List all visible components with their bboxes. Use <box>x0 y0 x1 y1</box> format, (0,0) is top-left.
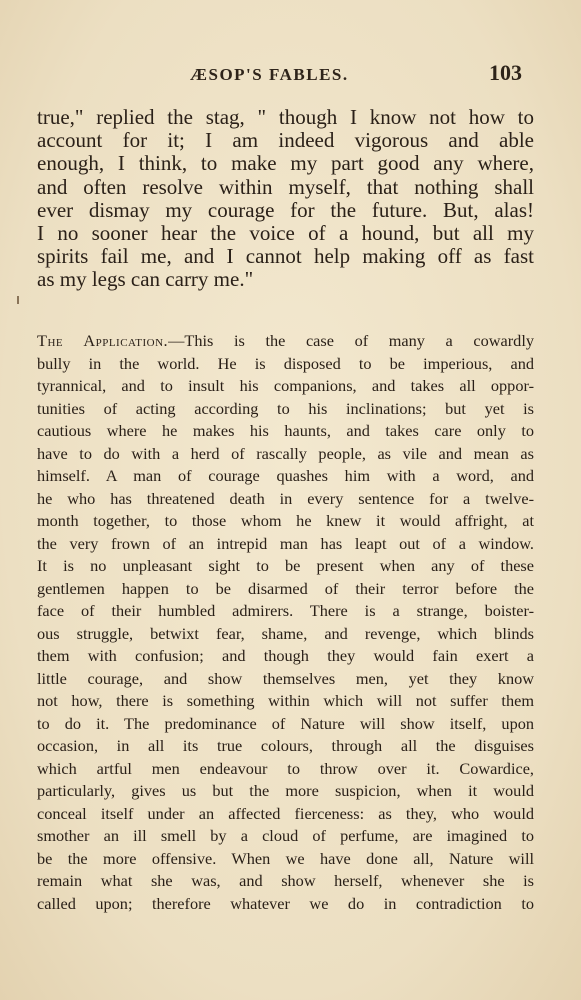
application-line: which artful men endeavour to throw over it. Cowardice, <box>37 758 534 778</box>
fable-line: true," replied the stag, " though I know not how to <box>37 105 534 129</box>
application-first-line: —This is the case of many a cowardly <box>168 331 534 350</box>
application-line: tunities of acting according to his inclinations; but yet is <box>37 398 534 418</box>
fable-line: ever dismay my courage for the future. But, alas! <box>37 197 534 222</box>
application-line: tyrannical, and to insult his companions, and takes all oppor- <box>37 376 534 395</box>
running-head: ÆSOP'S FABLES. <box>190 65 349 84</box>
application-line: the very frown of an intrepid man has leapt out of a window. <box>37 533 534 553</box>
application-paragraph <box>37 330 534 915</box>
application-line: face of their humbled admirers. There is a strange, boister- <box>37 601 534 620</box>
application-line: he who has threatened death in every sentence for a twelve- <box>37 488 534 508</box>
application-line: little courage, and show themselves men, yet they know <box>37 668 534 688</box>
application-line: to do it. The predominance of Nature will show itself, upon <box>37 713 534 733</box>
page-header <box>0 60 581 90</box>
fable-line: account for it; I am indeed vigorous and able <box>37 128 534 153</box>
application-line: conceal itself under an affected fierceness: as they, who would <box>37 803 534 823</box>
fable-line: I no sooner hear the voice of a hound, but all my <box>37 221 534 246</box>
fable-line: enough, I think, to make my part good any where, <box>37 151 534 176</box>
application-line: particularly, gives us but the more suspicion, when it would <box>37 781 534 800</box>
application-line: cautious where he makes his haunts, and takes care only to <box>37 421 534 440</box>
application-line: bully in the world. He is disposed to be imperious, and <box>37 353 534 373</box>
application-heading: The Application. <box>37 331 169 350</box>
application-line: ous struggle, betwixt fear, shame, and revenge, which blinds <box>37 623 534 643</box>
fable-line: spirits fail me, and I cannot help making off as fast <box>37 244 534 269</box>
application-line <box>37 330 534 353</box>
application-line: have to do with a herd of rascally people, as vile and mean as <box>37 443 534 463</box>
application-line: be the more offensive. When we have done all, Nature will <box>37 848 534 868</box>
application-line: not how, there is something within which will not suffer them <box>37 691 534 710</box>
application-line: gentlemen happen to be disarmed of their terror before the <box>37 578 534 598</box>
fable-line: as my legs can carry me." <box>37 267 254 292</box>
application-line: It is no unpleasant sight to be present when any of these <box>37 556 534 575</box>
application-line: smother an ill smell by a cloud of perfume, are imagined to <box>37 826 534 845</box>
page-number: 103 <box>489 60 522 85</box>
application-line: occasion, in all its true colours, through all the disguises <box>37 736 534 755</box>
application-line: himself. A man of courage quashes him with a word, and <box>37 466 534 485</box>
fable-conclusion <box>37 106 534 292</box>
application-line: remain what she was, and show herself, whenever she is <box>37 871 534 890</box>
fable-line: and often resolve within myself, that nothing shall <box>37 174 534 199</box>
application-line: called upon; therefore whatever we do in contradiction to <box>37 893 534 913</box>
application-line: month together, to those whom he knew it would affright, at <box>37 511 534 530</box>
margin-mark <box>17 296 19 304</box>
application-line: them with confusion; and though they would fain exert a <box>37 646 534 665</box>
